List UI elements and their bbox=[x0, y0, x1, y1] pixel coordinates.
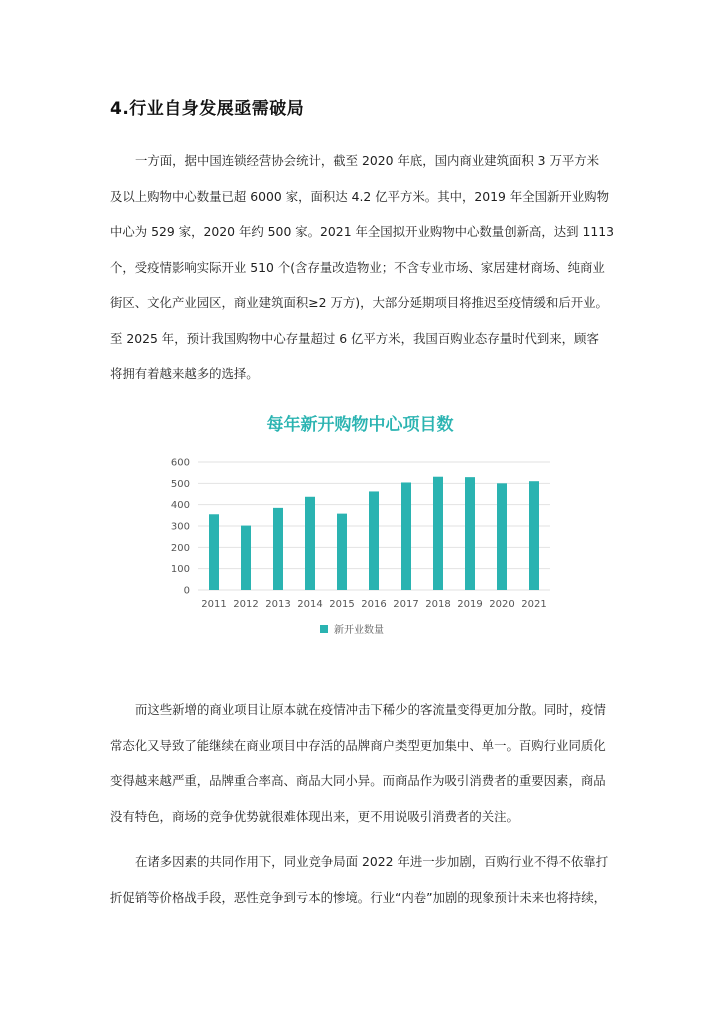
chart-canvas bbox=[150, 402, 570, 652]
x-tick-label: 2013 bbox=[265, 599, 291, 610]
x-tick-label: 2018 bbox=[425, 599, 451, 610]
x-axis bbox=[201, 599, 546, 610]
bar-2019 bbox=[465, 477, 475, 590]
x-tick-label: 2015 bbox=[329, 599, 355, 610]
chart-title: 每年新开购物中心项目数 bbox=[266, 415, 454, 435]
x-tick-label: 2016 bbox=[361, 599, 387, 610]
paragraph-line: 而这些新增的商业项目让原本就在疫情冲击下稀少的客流量变得更加分散。同时，疫情 bbox=[135, 702, 606, 717]
x-tick-label: 2021 bbox=[521, 599, 547, 610]
bar-2021 bbox=[529, 481, 539, 590]
y-tick-label: 200 bbox=[170, 542, 190, 554]
y-axis bbox=[171, 458, 190, 597]
paragraph-line: 及以上购物中心数量已超 6000 家，面积达 4.2 亿平方米。其中，2019 年全国新开业购物 bbox=[110, 188, 609, 204]
y-tick-label: 400 bbox=[170, 500, 190, 512]
x-tick-label: 2014 bbox=[297, 599, 323, 610]
chart-legend bbox=[320, 623, 384, 636]
x-tick-label: 2020 bbox=[489, 599, 515, 610]
x-tick-label: 2011 bbox=[201, 599, 227, 610]
section-title: 4.行业自身发展亟需破局 bbox=[110, 99, 305, 119]
paragraph-line: 在诸多因素的共同作用下，同业竞争局面 2022 年进一步加剧，百购行业不得不依靠打 bbox=[135, 854, 609, 869]
y-tick-label: 600 bbox=[170, 457, 190, 469]
y-tick-label: 500 bbox=[170, 478, 190, 490]
y-tick-label: 300 bbox=[170, 521, 190, 533]
bar-2016 bbox=[369, 491, 379, 590]
bar-2015 bbox=[337, 514, 347, 590]
paragraph-line: 街区、文化产业园区，商业建筑面积≥2 万方)，大部分延期项目将推迟至疫情缓和后开业。 bbox=[110, 295, 608, 310]
x-tick-label: 2017 bbox=[393, 599, 419, 610]
bar-2014 bbox=[305, 497, 315, 590]
bar-2011 bbox=[209, 514, 219, 590]
bar-chart bbox=[150, 402, 570, 652]
y-tick-label: 100 bbox=[170, 564, 190, 576]
paragraph-3 bbox=[110, 844, 616, 915]
bar-2013 bbox=[273, 508, 283, 590]
paragraph-line: 个，受疫情影响实际开业 510 个(含存量改造物业；不含专业市场、家居建材商场、纯商业 bbox=[110, 259, 605, 275]
x-tick-label: 2012 bbox=[233, 599, 259, 610]
paragraph-line: 没有特色，商场的竞争优势就很难体现出来，更不用说吸引消费者的关注。 bbox=[110, 808, 519, 824]
legend-label: 新开业数量 bbox=[334, 625, 384, 636]
paragraph-line: 折促销等价格战手段，恶性竞争到亏本的惨境。行业“内卷”加剧的现象预计未来也将持续， bbox=[110, 889, 607, 905]
paragraph-line: 常态化又导致了能继续在商业项目中存活的品牌商户类型更加集中、单一。百购行业同质化 bbox=[110, 737, 606, 753]
paragraph-1 bbox=[110, 143, 616, 392]
paragraph-line: 一方面，据中国连锁经营协会统计，截至 2020 年底，国内商业建筑面积 3 万平方米 bbox=[135, 153, 600, 168]
bar-series bbox=[209, 477, 539, 590]
bar-2012 bbox=[241, 526, 251, 590]
x-tick-label: 2019 bbox=[457, 599, 483, 610]
paragraph-line: 中心为 529 家，2020 年约 500 家。2021 年全国拟开业购物中心数量创新高，达到 1113 bbox=[110, 224, 615, 239]
y-tick-label: 0 bbox=[183, 585, 190, 597]
paragraph-line: 变得越来越严重，品牌重合率高、商品大同小异。而商品作为吸引消费者的重要因素，商品 bbox=[110, 773, 606, 788]
paragraph-line: 至 2025 年，预计我国购物中心存量超过 6 亿平方米，我国百购业态存量时代到来，顾客 bbox=[110, 330, 599, 346]
legend-swatch bbox=[320, 625, 328, 633]
paragraph-line: 将拥有着越来越多的选择。 bbox=[110, 366, 259, 381]
bar-2017 bbox=[401, 482, 411, 590]
bar-2020 bbox=[497, 483, 507, 590]
bar-2018 bbox=[433, 477, 443, 590]
paragraph-2 bbox=[110, 692, 616, 834]
